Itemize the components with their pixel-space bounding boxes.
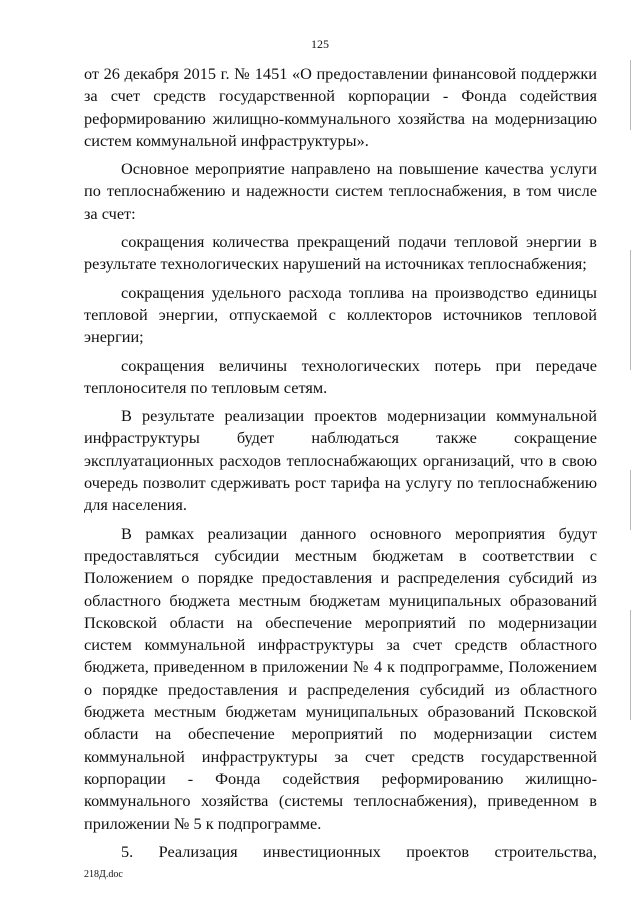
paragraph-list-item-fuel-consumption: сокращения удельного расхода топлива на производство единицы тепловой энергии, отпускаемой с коллекторов источников тепловой энергии; [84, 282, 597, 347]
scan-edge-mark [630, 60, 631, 130]
paragraph-modernization-results: В результате реализации проектов модернизации коммунальной инфраструктуры будет наблюдаться также сокращение эксплуатационных расходов теплоснабжающих организаций, что в свою очередь позволит сдерживать рост тарифа на услугу по теплоснабжению для населения. [84, 406, 597, 515]
paragraph-main-activity: Основное мероприятие направлено на повышение качества услуги по теплоснабжению и надежности систем теплоснабжения, в том числе за счет: [84, 159, 597, 223]
paragraph-list-item-supply-interruptions: сокращения количества прекращений подачи тепловой энергии в результате технологических нарушений на источниках теплоснабжения; [84, 232, 597, 274]
document-body [84, 63, 597, 863]
scan-edge-mark [630, 470, 631, 530]
paragraph-resolution-reference: от 26 декабря 2015 г. № 1451 «О предоставлении финансовой поддержки за счет средств государственной корпорации - Фонда содействия реформированию жилищно-коммунального хозяйства на модернизацию систем коммунальной инфраструктуры». [84, 64, 597, 150]
scan-edge-mark [630, 610, 631, 720]
paragraph-list-item-heat-losses: сокращения величины технологических потерь при передаче теплоносителя по тепловым сетям. [84, 355, 597, 397]
section-heading-5: 5. Реализация инвестиционных проектов строительства, [121, 841, 597, 861]
paragraph-subsidies: В рамках реализации данного основного мероприятия будут предоставляться субсидии местным бюджетам в соответствии с Положением о порядке предоставления и распределения субсидий из областного бюджета местным бюджетам муниципальных образований Псковской области на обеспечение мероприятий по модернизации систем коммунальной инфраструктуры за счет средств областного бюджета, приведенном в приложении № 4 к подпрограмме, Положением о порядке предоставления и распределения субсидий из областного бюджета местным бюджетам муниципальных образований Псковской области на обеспечение мероприятий по модернизации систем коммунальной инфраструктуры за счет средств государственной корпорации - Фонда содействия реформированию жилищно-коммунального хозяйства (системы теплоснабжения), приведенном в приложении № 5 к подпрограмме. [84, 523, 597, 833]
page-number: 125 [311, 37, 329, 51]
scan-edge-mark [630, 250, 631, 370]
footer-filename: 218Д.doc [84, 869, 123, 880]
